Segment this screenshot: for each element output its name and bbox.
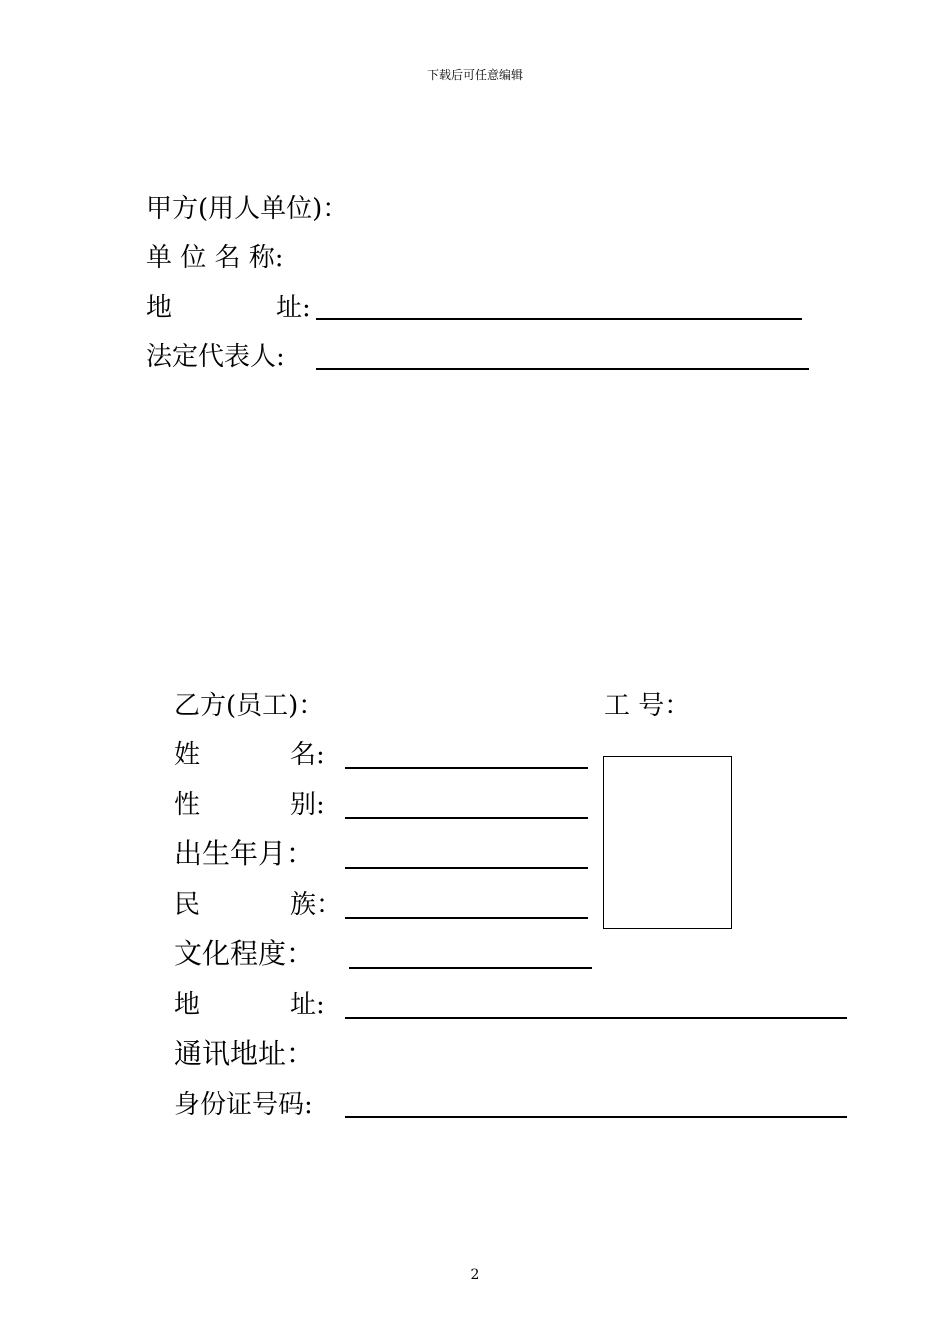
id-number-label: 身份证号码: xyxy=(174,1090,313,1120)
party-b-address-field[interactable] xyxy=(345,1017,847,1019)
party-a-legal-rep-label: 法定代表人: xyxy=(146,342,285,372)
mailing-address-label: 通讯地址： xyxy=(174,1037,315,1070)
name-field[interactable] xyxy=(345,767,588,769)
party-a-address-field[interactable] xyxy=(316,318,802,320)
gender-field[interactable] xyxy=(345,817,588,819)
education-field[interactable] xyxy=(349,967,592,969)
id-number-field[interactable] xyxy=(345,1116,847,1118)
party-a-legal-rep-field[interactable] xyxy=(316,368,809,370)
gender-label: 性 别: xyxy=(174,790,325,820)
party-a-company-name-label: 单 位 名 称: xyxy=(146,243,284,273)
ethnicity-field[interactable] xyxy=(345,917,588,919)
birth-date-label: 出生年月： xyxy=(174,837,315,870)
employee-number-label: 工 号： xyxy=(604,691,691,721)
party-b-address-label: 地 址: xyxy=(174,990,325,1020)
party-a-address-label: 地 址: xyxy=(146,293,311,323)
name-label: 姓 名: xyxy=(174,740,325,770)
birth-date-field[interactable] xyxy=(345,867,588,869)
party-b-title: 乙方(员工)： xyxy=(174,691,325,721)
page-header-note: 下载后可任意编辑 xyxy=(426,68,523,82)
party-a-title: 甲方(用人单位)： xyxy=(146,194,349,224)
photo-box xyxy=(603,756,732,929)
page-number: 2 xyxy=(470,1267,480,1283)
education-label: 文化程度： xyxy=(174,937,315,970)
ethnicity-label: 民 族： xyxy=(174,890,343,920)
